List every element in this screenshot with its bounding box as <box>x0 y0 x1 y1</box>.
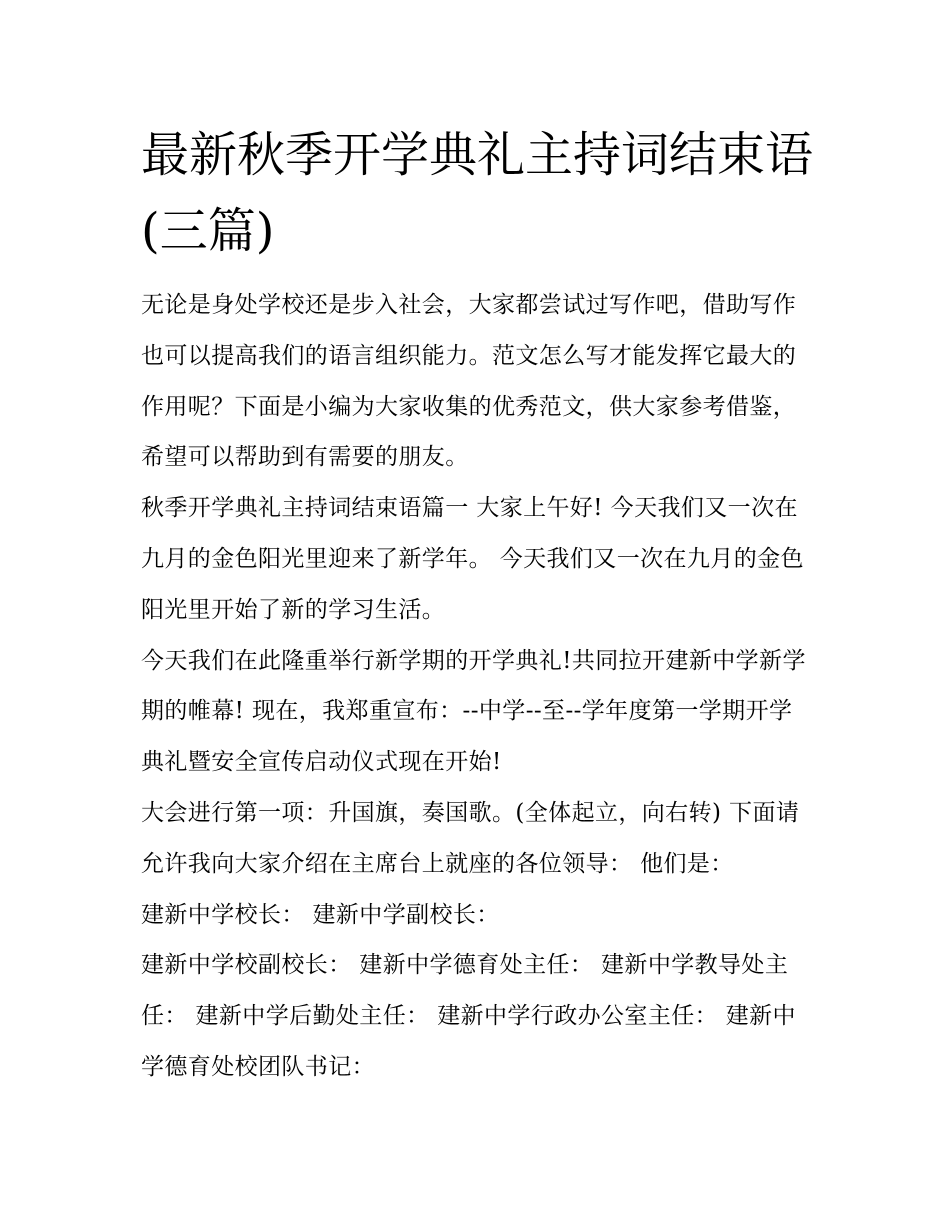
paragraph-officials: 建新中学校副校长： 建新中学德育处主任： 建新中学教导处主任： 建新中学后勤处主任： 建新中学行政办公室主任： 建新中学德育处校团队书记： <box>141 952 796 1080</box>
document-body <box>141 280 813 1093</box>
document-title: 最新秋季开学典礼主持词结束语(三篇) <box>141 127 814 259</box>
paragraph-opening: 秋季开学典礼主持词结束语篇一 大家上午好! 今天我们又一次在九月的金色阳光里迎来了新学年。 今天我们又一次在九月的金色阳光里开始了新的学习生活。 <box>141 495 804 623</box>
paragraph-intro: 无论是身处学校还是步入社会，大家都尝试过写作吧，借助写作也可以提高我们的语言组织能力。范文怎么写才能发挥它最大的作用呢？下面是小编为大家收集的优秀范文，供大家参考借鉴，希望可以帮助到有需要的朋友。 <box>141 292 797 471</box>
paragraph-announcement: 今天我们在此隆重举行新学期的开学典礼!共同拉开建新中学新学期的帷幕! 现在，我郑重宣布：--中学--至--学年度第一学期开学典礼暨安全宣传启动仪式现在开始! <box>141 647 806 776</box>
paragraph-principals: 建新中学校长： 建新中学副校长： <box>141 901 500 928</box>
paragraph-flag-ceremony: 大会进行第一项：升国旗，奏国歌。(全体起立，向右转) 下面请允许我向大家介绍在主席台上就座的各位领导： 他们是： <box>141 799 800 877</box>
